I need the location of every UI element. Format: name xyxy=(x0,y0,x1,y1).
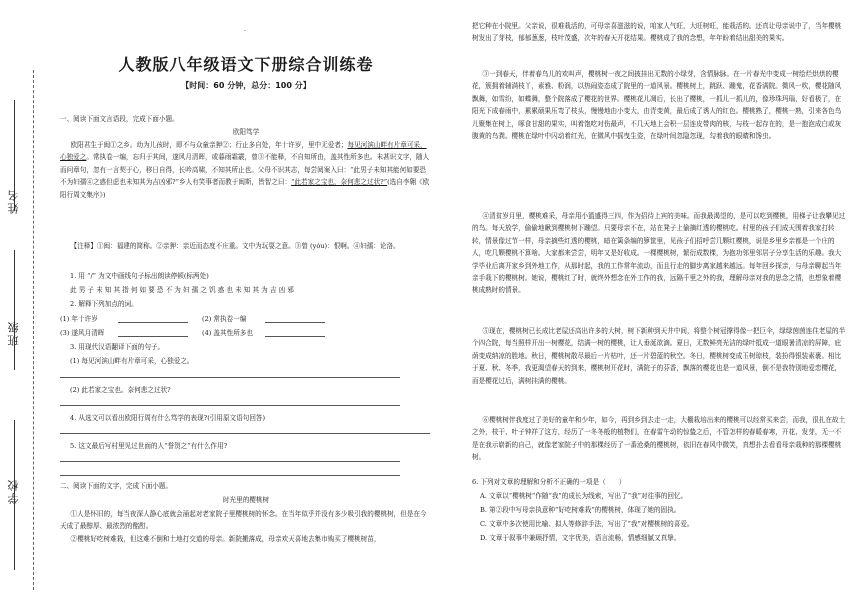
passage-b-underlined: “此若家之宝也，奈何悲之过状?” xyxy=(291,178,388,187)
part2-text-title: 时光里的樱桃树 xyxy=(222,496,270,504)
q3: 3. 用现代汉语翻译下面的句子。 xyxy=(70,343,165,351)
binding-dashed-line xyxy=(33,70,34,590)
q2-item-3: (3) 遂风月清晖 xyxy=(60,329,105,337)
q2-item-1: (1) 年十许岁 xyxy=(60,315,98,323)
q4-answer-line[interactable] xyxy=(60,433,430,434)
class-blank-line xyxy=(14,250,15,370)
q5: 5. 这文最后写村里见过世面的人“誉贺之”有什么作用? xyxy=(70,442,228,450)
part1-note: 【注释】①闽：福建的简称。②亲狎：亲近而态度不庄重。文中为玩耍之意。③曾 (yóu)：恨啊。④妇孺：论洛。 xyxy=(70,242,400,250)
page-title: 人教版八年级语文下册综合训练卷 xyxy=(118,55,374,74)
part2-para2: ②樱桃好吃树难栽，但这难不倒和土地打交道的母亲。新院搬落成，母亲欢天喜地去集市购买了樱桃树苗， xyxy=(70,535,381,543)
part2-para5: ⑤现在，樱桃树已长成比老屋还高出许多的大树，树下新种到天井中间，将整个树冠撑得像一把巨伞，绿绿茵茵连住老屋的半个四合院，每当照样开出一树樱花，结满一树的樱桃，让人垂涎欲滴。夏日，无数鲜亮光洁的绿叶抵成一道眼暑清凉的屏障，庇荫变成纳凉的胜地。秋日，樱桃树散尽最后一片枯叶，还一片碧蓝的秋空。冬日，樱桃树变成玉树琼枝，装扮得银装素裹。相比于夏、秋、冬季，我更渴望春天的到来，樱桃树开花时，满院子的芬香，飘落的樱花也是一道风景，倒不是我特别地爱恋樱花，而是樱花过后，满树挂满的樱桃。 xyxy=(472,327,846,385)
q3-2-answer-line[interactable] xyxy=(60,405,400,406)
q3-1-answer-line[interactable] xyxy=(60,377,400,378)
q1-text: 此 男 子 未 知 其 指 何 如 要 恐 不 为 妇 孺 之 饥 惑 也 未 知 其 为 吉 凶 邪 xyxy=(70,286,294,294)
q6-option-c[interactable]: C. 文章中多次使用比喻、拟人等修辞手法，写出了“我”对樱桃树的喜爱。 xyxy=(480,520,694,528)
part2-para6: ⑥樱桃树伴我度过了美好的童年和少年，如今，再到乡到去走一走，大棚栽培出来的樱桃可以经常买来尝，而我，很扎在故土之外，枝干、叶子钟祥了这方，经历了一冬冬般的植物们，在春雷午动的惊蛰之后，不管怎样的春暖春寒，开花、发芽，无一不是在我示崭新的自己，就像老家院子中的那棵经历了一番沧桑的樱桃树，依旧在春风中微笑，真想扑去看看母亲栽种的那棵樱桃树。 xyxy=(472,416,846,462)
q2-answer-line-2[interactable] xyxy=(265,322,325,323)
part1-text-title: 欧阳笃学 xyxy=(232,128,260,136)
q2-answer-line-1[interactable] xyxy=(118,322,188,323)
q6: 6. 下列对文章的理解和分析不正确的一项是（ ） xyxy=(472,478,626,486)
q6-option-a[interactable]: A. 文章以“樱桃树”作随“我”的成长为线索，写出了“我”对往事的回忆。 xyxy=(480,492,688,500)
page-subtitle: 【时间：60 分钟，总分：100 分】 xyxy=(181,81,311,90)
q6-option-d[interactable]: D. 文章于叙事中兼顾抒情，文字优美，语言流畅，情感细腻又真挚。 xyxy=(480,534,681,542)
part2-para2-cont: 把它种在小院里。父亲说，很难栽活的，可母亲喜滋滋的说，咱家人气旺，大旺树旺，能栽活的。还真让母亲说中了，当年樱桃树发出了芽枝，郁郁葱葱，枝叶茂盛，次年的春天开花结果。樱桃成了我的念想，年年盼着结出甜美的果实。 xyxy=(472,22,842,43)
header-mark: · xyxy=(244,28,246,35)
passage-source: (选自李翱《欧阳行周文集序》) xyxy=(60,178,430,199)
class-label: 班级 xyxy=(7,320,20,346)
q3-2: (2) 此若家之宝也。奈何悲之过状? xyxy=(70,386,171,394)
binding-margin xyxy=(0,0,50,608)
q2-item-4: (4) 盖其性所多也 xyxy=(202,329,253,337)
part2-para4: ④清贫岁月里，樱桃难采，母亲用小篮盛得三四，作为招待上宾的美味。而我最渴望的，是可以吃到樱桃，用梯子让我攀见过的鸟。每天放学，偷偷地瞅到樱桃树下蹦望。只要母亲不在，站在凳子上偷摘红透的樱桃吃。村里的孩子们成天围着我家打转转，情景像过节一样，母亲摘些红透的樱桃，暗在篱条编的箩筐里，见孩子们招呼尝几颗红樱桃，说是乡里乡亲都是一个庄的人，吃几颗樱桃不算啥。大家都来尝尝，明年又是好收成。一棵樱桃树，繁衍成数棵，为抱功邻里邻居子分享生活的乐趣。我大学毕业后离开家乡到外地工作，从那时起，我的工作常年流动，而且行走的脚步离家越来越远。每年回乡探亲，与母亲聊起当年亲手栽下的樱桃树。她说，樱桃红了时，就终外想念在外工作的我，远隔千里之外的我，理解母亲对我的思念之情，也想象着樱桃成熟时的情景。 xyxy=(472,212,846,295)
part2-heading: 二、阅读下面的文字，完成下面小题。 xyxy=(60,482,173,490)
part1-heading: 一、阅读下面文言语段，完成下面小题。 xyxy=(60,115,179,123)
q2-item-2: (2) 常执卷一编 xyxy=(202,315,247,323)
passage-a-underlined: 每见河滨山畔有片章可采，心独爱之 xyxy=(60,141,427,162)
q4: 4. 从选文可以看出欧阳行周有什么笃学的表现?(引用原文语句回答) xyxy=(70,414,266,422)
q5-answer-line-1[interactable] xyxy=(60,461,400,462)
q2-answer-line-4[interactable] xyxy=(265,336,325,337)
q2: 2. 解释下列加点的词。 xyxy=(70,300,138,308)
part2-para1: ①人是怀旧的，每当夜深人静心底就会涌起对老家院子里樱桃树的怀念。在当年似乎并没有多少吸引我的樱桃树，但是在今天成了最醇厚、最浓烈的酩酊。 xyxy=(60,510,427,531)
q6-option-b[interactable]: B. 第②段中写母亲执意种“好吃树难栽”的樱桃树，体现了她的固执。 xyxy=(480,506,681,514)
q3-1: (1) 每见河滨山畔有片章可采，心独爱之。 xyxy=(70,357,194,365)
part1-passage xyxy=(60,139,432,201)
part2-para3: ③一到春天，伴着春鸟儿的欢叫声，樱桃树一夜之间披挂出无数的小绿芽，含情脉脉。在一片春光中变成一树绘烂烘烘的樱花，簇拥着辅满枝丫，素雅、粉润，以热闹姿态成了院里的一道风景。樱桃树上，跳跃、蹦鬼，花香满院。微风一吹，樱花随风飘舞，如雪纷，如蝶舞，整个院落成了樱花的世界。樱桃花儿凋后，长出了樱桃，一抓儿一抓儿的，像珍珠玛瑙，好看极了，在阳光下成春雨中，累累硕果压弯了枝头，慢慢地由小变大，由青变黄，最后成了诱人的红色。樱桃熟了，樱桃一熟，引来各色鸟儿聚集在树上，啄食甘甜的果实，叫着饱吃对伤最声，不几天地上会积一层连皮带肉的核，与枝一起存在的，是一抱泡成白或灰腹黄的鸟粪。樱桃在绿叶中闪动着红光，在微风中摇曳生姿，在绿叶间忽隐忽现，勾着我的眼睛和馋虫。 xyxy=(472,70,842,141)
passage-a: 欧阳君生于闽①之乡。幼为儿孩时，即不与众童亲狎②；行止多自处，年十许岁，里中无爱者； xyxy=(70,141,348,149)
name-label: 姓名 xyxy=(7,188,20,214)
q1: 1. 用 “/” 为文中画线句子标出朗读停顿(标两处) xyxy=(70,272,209,280)
q2-answer-line-3[interactable] xyxy=(118,336,188,337)
school-label: 学校 xyxy=(7,478,20,504)
q5-answer-line-2[interactable] xyxy=(60,475,400,476)
passage-b: 。常执卷一编，忘归于其间，遂风月清晖，或暮雨霜霰，曾③不能释，不自知所由，盖其性所多也。未甚识文字，随人而问章句，忽有一言契于心，移日自得，长吟高啸，不知其所止也。父母不识其志，每尝阅案入曰：“此男子未知其能何如要恐不为妇孺④之惑但虑也未知其为吉凶邪?”乡人有笑事者而教于闽斯，皆智之曰： xyxy=(60,153,430,187)
